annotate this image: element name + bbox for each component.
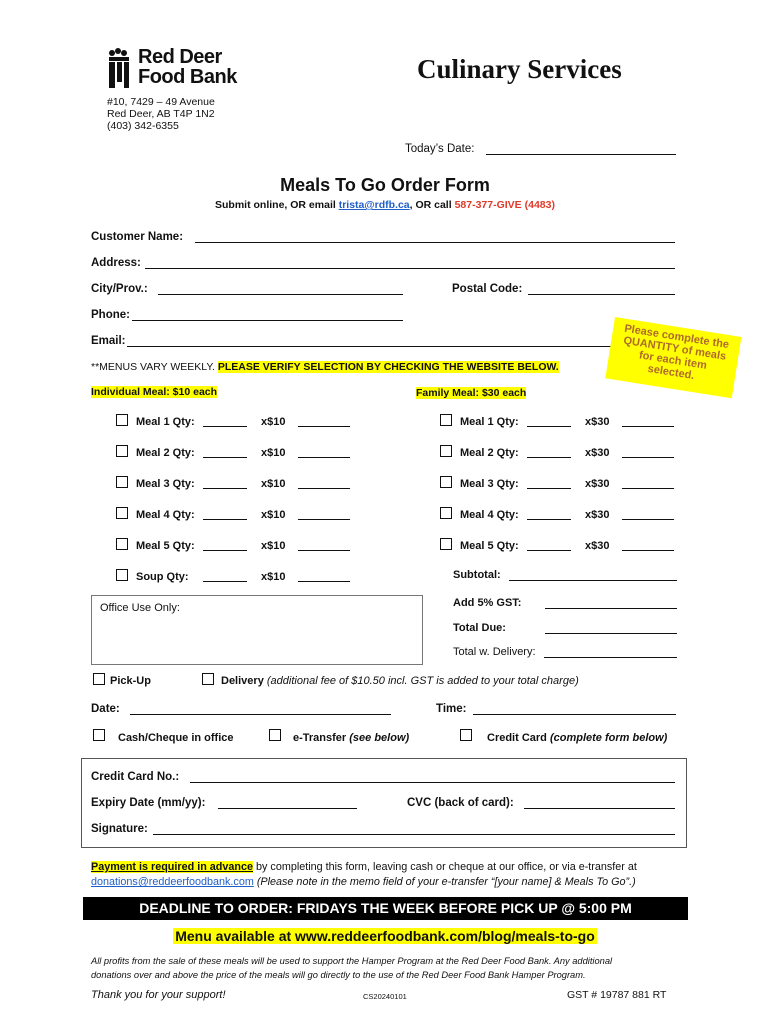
meal-checkbox[interactable] (440, 538, 452, 550)
total-due-label: Total Due: (453, 622, 506, 634)
postal-field[interactable] (528, 284, 675, 295)
subtotal-label: Subtotal: (453, 569, 501, 581)
pickup-label: Pick-Up (110, 675, 151, 687)
meal-qty-label: Meal 2 Qty: (136, 447, 195, 459)
meal-price: x$30 (585, 478, 610, 490)
deadline-banner: DEADLINE TO ORDER: FRIDAYS THE WEEK BEFORE PICK UP @ 5:00 PM (83, 897, 688, 920)
payment-notice: Payment is required in advance by completing this form, leaving cash or cheque at our office, or via e-transfer at donations@reddeerfoodbank.com (Please note in the memo field of your e-transfer “[your name] & Meals To Go”.) (91, 861, 637, 888)
meal-checkbox[interactable] (440, 414, 452, 426)
meal-price: x$10 (261, 540, 286, 552)
credit-card-text: Credit Card (complete form below) (487, 732, 668, 744)
meal-price: x$10 (261, 478, 286, 490)
total-due-field[interactable] (545, 624, 677, 634)
form-title: Meals To Go Order Form (280, 175, 490, 195)
meal-checkbox[interactable] (116, 445, 128, 457)
menu-link[interactable]: Menu available at www.reddeerfoodbank.com/blog/meals-to-go (175, 928, 595, 944)
meal-checkbox[interactable] (116, 476, 128, 488)
org-name-line1: Red Deer (138, 46, 222, 68)
card-number-field[interactable] (190, 773, 675, 783)
family-meal-header: Family Meal: $30 each (416, 387, 527, 399)
gst-label: Add 5% GST: (453, 597, 522, 609)
meal-row (440, 538, 700, 554)
meal-row (440, 476, 700, 492)
city-field[interactable] (158, 284, 403, 295)
meal-row (116, 538, 376, 554)
office-use-label: Office Use Only: (100, 602, 180, 614)
cash-cheque-label: Cash/Cheque in office (118, 732, 234, 744)
form-code: CS20240101 (363, 992, 407, 1001)
meal-checkbox[interactable] (440, 445, 452, 457)
delivery-checkbox[interactable] (202, 673, 214, 685)
meal-qty-field[interactable] (203, 541, 247, 551)
postal-label: Postal Code: (452, 283, 523, 295)
meal-amount-field[interactable] (298, 510, 350, 520)
email-link[interactable]: trista@rdfb.ca (338, 199, 410, 211)
meal-checkbox[interactable] (116, 538, 128, 550)
meal-row (116, 569, 376, 585)
cvc-label: CVC (back of card): (407, 797, 514, 809)
expiry-label: Expiry Date (mm/yy): (91, 797, 206, 809)
profits-note: All profits from the sale of these meals will be used to support the Hamper Program at the Red Deer Food Bank. Any additional donations over and above the price of the meals will go directly to the use of the Red Deer Food Bank Hamper Program. (91, 956, 613, 980)
meal-checkbox[interactable] (116, 507, 128, 519)
meal-price: x$30 (585, 540, 610, 552)
signature-field[interactable] (153, 825, 675, 835)
meal-amount-field[interactable] (622, 479, 674, 489)
gst-number: GST # 19787 881 RT (567, 989, 667, 1001)
expiry-field[interactable] (218, 799, 357, 809)
meal-row (116, 445, 376, 461)
meal-amount-field[interactable] (622, 510, 674, 520)
individual-meal-header: Individual Meal: $10 each (91, 386, 218, 398)
meal-qty-label: Meal 2 Qty: (460, 447, 519, 459)
meal-qty-field[interactable] (203, 448, 247, 458)
meal-qty-field[interactable] (527, 541, 571, 551)
cash-cheque-checkbox[interactable] (93, 729, 105, 741)
gst-field[interactable] (545, 599, 677, 609)
meal-row (440, 445, 700, 461)
todays-date-label: Today’s Date: (405, 143, 475, 155)
cvc-field[interactable] (524, 799, 675, 809)
phone-number: 587-377-GIVE (4483) (454, 199, 555, 211)
meal-qty-label: Meal 4 Qty: (136, 509, 195, 521)
meal-price: x$10 (261, 447, 286, 459)
customer-name-label: Customer Name: (91, 231, 184, 243)
meal-qty-field[interactable] (203, 417, 247, 427)
total-delivery-label: Total w. Delivery: (453, 646, 536, 658)
total-delivery-field[interactable] (544, 648, 677, 658)
pickup-checkbox[interactable] (93, 673, 105, 685)
meal-row (440, 507, 700, 523)
signature-label: Signature: (91, 823, 148, 835)
meal-amount-field[interactable] (298, 417, 350, 427)
meal-checkbox[interactable] (116, 414, 128, 426)
meal-price: x$30 (585, 447, 610, 459)
meal-amount-field[interactable] (622, 541, 674, 551)
submit-instructions: Submit online, OR email trista@rdfb.ca, OR call 587-377-GIVE (4483) (215, 199, 555, 211)
subtotal-field[interactable] (509, 571, 677, 581)
address-label: Address: (91, 257, 141, 269)
meal-qty-label: Meal 4 Qty: (460, 509, 519, 521)
delivery-text: Delivery (additional fee of $10.50 incl. GST is added to your total charge) (221, 675, 579, 687)
meal-price: x$30 (585, 416, 610, 428)
meal-qty-field[interactable] (203, 510, 247, 520)
meal-row (116, 507, 376, 523)
org-name-line2: Food Bank (138, 66, 237, 88)
meal-price: x$10 (261, 509, 286, 521)
customer-name-field[interactable] (195, 232, 675, 243)
org-address-line1: #10, 7429 – 49 Avenue (107, 96, 215, 108)
time-label: Time: (436, 703, 467, 715)
meal-amount-field[interactable] (298, 448, 350, 458)
meal-amount-field[interactable] (622, 417, 674, 427)
thanks-text: Thank you for your support! (91, 989, 226, 1001)
meal-qty-label: Soup Qty: (136, 571, 189, 583)
time-field[interactable] (473, 705, 676, 715)
meal-checkbox[interactable] (440, 507, 452, 519)
todays-date-field[interactable] (486, 145, 676, 155)
page-title: Culinary Services (417, 54, 622, 84)
org-phone: (403) 342-6355 (107, 120, 179, 132)
meal-checkbox[interactable] (116, 569, 128, 581)
meal-qty-label: Meal 5 Qty: (136, 540, 195, 552)
meal-row (116, 414, 376, 430)
meal-price: x$10 (261, 571, 286, 583)
meal-qty-field[interactable] (527, 479, 571, 489)
org-address-line2: Red Deer, AB T4P 1N2 (107, 108, 215, 120)
meal-qty-field[interactable] (527, 448, 571, 458)
date-label: Date: (91, 703, 120, 715)
donations-email-link[interactable]: donations@reddeerfoodbank.com (91, 876, 254, 888)
meal-qty-label: Meal 3 Qty: (460, 478, 519, 490)
credit-card-checkbox[interactable] (460, 729, 472, 741)
meal-qty-field[interactable] (203, 479, 247, 489)
quantity-callout: Please complete the QUANTITY of meals for each item selected. (605, 317, 741, 398)
meal-qty-field[interactable] (527, 510, 571, 520)
date-field[interactable] (130, 705, 391, 715)
menu-note: **MENUS VARY WEEKLY. PLEASE VERIFY SELECTION BY CHECKING THE WEBSITE BELOW. (91, 361, 559, 373)
meal-qty-label: Meal 5 Qty: (460, 540, 519, 552)
meal-row (440, 414, 700, 430)
meal-qty-label: Meal 1 Qty: (460, 416, 519, 428)
meal-qty-label: Meal 1 Qty: (136, 416, 195, 428)
meal-amount-field[interactable] (622, 448, 674, 458)
email-label: Email: (91, 335, 126, 347)
food-bank-logo-icon (106, 48, 132, 90)
phone-field[interactable] (132, 310, 403, 321)
meal-price: x$30 (585, 509, 610, 521)
etransfer-checkbox[interactable] (269, 729, 281, 741)
menu-link-row (0, 928, 770, 944)
phone-label: Phone: (91, 309, 130, 321)
city-label: City/Prov.: (91, 283, 148, 295)
meal-amount-field[interactable] (298, 479, 350, 489)
meal-amount-field[interactable] (298, 541, 350, 551)
etransfer-text: e-Transfer (see below) (293, 732, 410, 744)
meal-price: x$10 (261, 416, 286, 428)
card-number-label: Credit Card No.: (91, 771, 180, 783)
logo (106, 46, 246, 92)
meal-row (116, 476, 376, 492)
address-field[interactable] (145, 258, 675, 269)
meal-qty-field[interactable] (203, 572, 247, 582)
meal-amount-field[interactable] (298, 572, 350, 582)
meal-qty-label: Meal 3 Qty: (136, 478, 195, 490)
meal-checkbox[interactable] (440, 476, 452, 488)
meal-qty-field[interactable] (527, 417, 571, 427)
email-field[interactable] (127, 336, 617, 347)
